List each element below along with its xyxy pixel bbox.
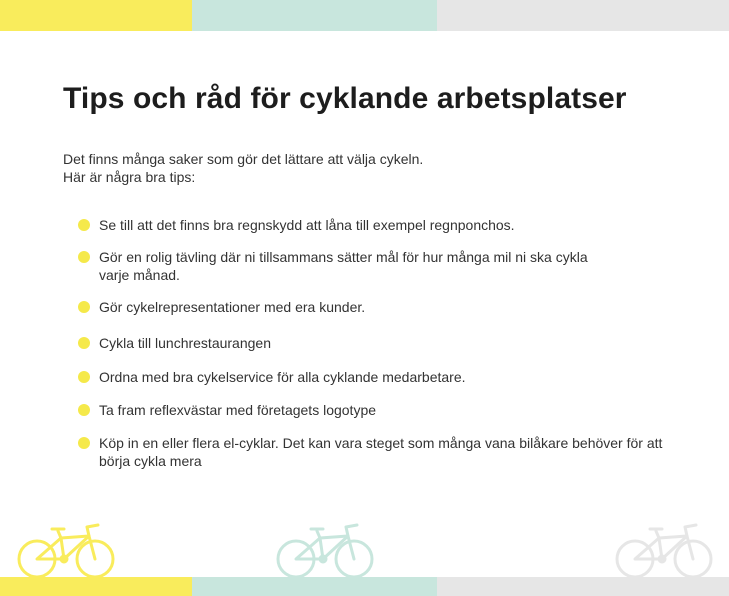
- top-color-band: [0, 0, 729, 31]
- tip-text: Gör en rolig tävling där ni tillsammans sätter mål för hur många mil ni ska cykla varje månad.: [99, 249, 588, 283]
- tip-text: Gör cykelrepresentationer med era kunder.: [99, 299, 366, 315]
- bullet-dot-icon: [78, 337, 90, 349]
- bullet-dot-icon: [78, 437, 90, 449]
- bicycle-icon: [275, 522, 375, 580]
- bullet-dot-icon: [78, 404, 90, 416]
- tip-item: [78, 216, 688, 234]
- tip-text: Cykla till lunchrestaurangen: [99, 335, 271, 351]
- intro-line-2: Här är några bra tips:: [63, 169, 196, 185]
- bullet-dot-icon: [78, 251, 90, 263]
- tip-text: Se till att det finns bra regnskydd att låna till exempel regnponchos.: [99, 217, 515, 233]
- bicycle-icon: [16, 522, 116, 580]
- bicycle-icon: [614, 522, 714, 580]
- band-segment-gray: [437, 0, 729, 31]
- bullet-dot-icon: [78, 301, 90, 313]
- bullet-dot-icon: [78, 371, 90, 383]
- tips-list: [78, 216, 688, 470]
- tip-text: Ta fram reflexvästar med företagets logotype: [99, 402, 377, 418]
- tip-item: [78, 434, 688, 470]
- page-title: Tips och råd för cyklande arbetsplatser: [63, 82, 627, 115]
- bottom-color-band: [0, 577, 729, 596]
- tip-item: [78, 401, 688, 419]
- tip-item: [78, 368, 688, 386]
- tip-item: [78, 298, 688, 316]
- tip-item: [78, 334, 688, 352]
- band-segment-yellow: [0, 0, 192, 31]
- bullet-dot-icon: [78, 219, 90, 231]
- tip-text: Köp in en eller flera el-cyklar. Det kan vara steget som många vana bilåkare behöver för att börja cykla mera: [99, 435, 663, 469]
- intro-text: [63, 150, 423, 186]
- band-segment-yellow: [0, 577, 192, 596]
- band-segment-mint: [192, 0, 437, 31]
- tip-text: Ordna med bra cykelservice för alla cyklande medarbetare.: [99, 369, 466, 385]
- band-segment-mint: [192, 577, 437, 596]
- band-segment-gray: [437, 577, 729, 596]
- tip-item: [78, 248, 688, 284]
- intro-line-1: Det finns många saker som gör det lättare att välja cykeln.: [63, 151, 424, 167]
